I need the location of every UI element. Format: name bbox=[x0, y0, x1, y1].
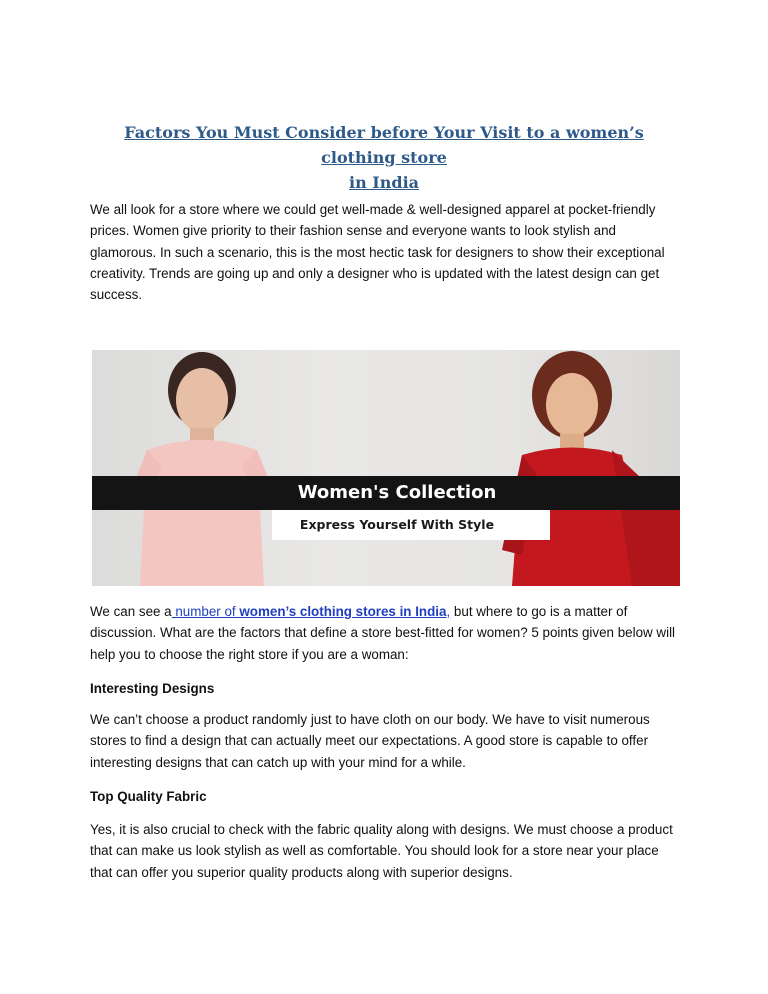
section-body-top-quality-fabric: Yes, it is also crucial to check with the fabric quality along with designs. We must choose a product that can make us look stylish as well as comfortable. You should look for a store near your place that can offer you superior quality products along with superior designs. bbox=[90, 822, 673, 880]
section-heading-top-quality-fabric: Top Quality Fabric bbox=[90, 789, 207, 804]
banner-background-art bbox=[92, 350, 680, 586]
link-prefix: number of bbox=[171, 604, 240, 619]
stores-paragraph-end: but where to go is a matter of discussion. What are the factors that define a store best-fitted for women? 5 points given below will help you to choose the right store if you are a woman: bbox=[90, 604, 676, 662]
banner-heading: Women's Collection bbox=[297, 482, 497, 503]
title-line-2: in India bbox=[348, 173, 420, 192]
right-model-figure bbox=[502, 351, 680, 586]
section-body-interesting-designs: We can’t choose a product randomly just to have cloth on our body. We have to visit numerous stores to find a design that can actually meet our expectations. A good store is capable to offer interesting designs that can catch up with your mind for a while. bbox=[90, 712, 650, 770]
link-suffix: , bbox=[446, 604, 451, 619]
womens-collection-banner bbox=[92, 350, 680, 586]
intro-paragraph: We all look for a store where we could get well-made & well-designed apparel at pocket-friendly prices. Women give priority to their fashion sense and everyone wants to look stylish and glamorous. In such a scenario, this is the most hectic task for designers to show their exceptional creativity. Trends are going up and only a designer who is updated with the latest design can get success. bbox=[90, 202, 665, 303]
womens-clothing-stores-link[interactable] bbox=[172, 604, 451, 619]
stores-paragraph-start: We can see a bbox=[90, 604, 172, 619]
section-heading-interesting-designs: Interesting Designs bbox=[90, 681, 215, 696]
banner-tagline: Express Yourself With Style bbox=[299, 517, 495, 532]
stores-paragraph bbox=[90, 601, 682, 665]
page-title bbox=[88, 120, 680, 195]
link-bold-text: women’s clothing stores in India bbox=[239, 604, 447, 619]
left-model-figure bbox=[127, 352, 277, 586]
title-line-1: Factors You Must Consider before Your Visit to a women’s clothing store bbox=[124, 123, 644, 167]
